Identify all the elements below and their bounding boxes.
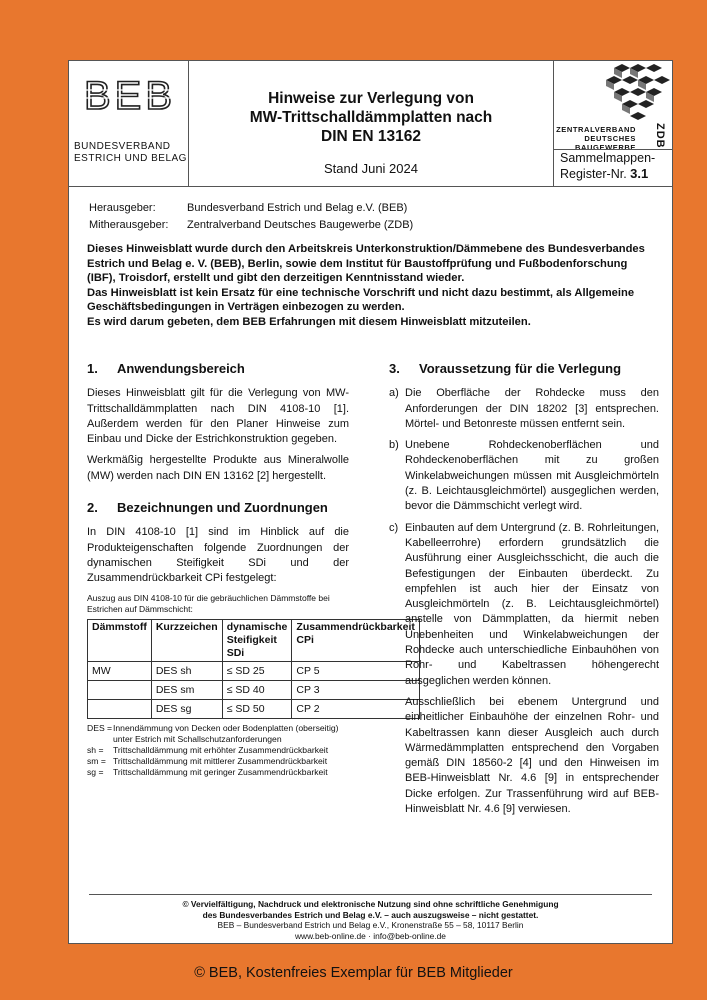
document-page: [68, 60, 673, 944]
zdb-block: [554, 61, 672, 186]
publisher-label: Herausgeber:: [89, 202, 156, 214]
table-header: Zusammendrückbarkeit CPi: [292, 619, 419, 661]
zdb-cube-logo-icon: [594, 64, 670, 120]
table-header: dynamische Steifigkeit SDi: [222, 619, 292, 661]
spec-table: [87, 619, 420, 719]
legend-item: sh = Trittschalldämmung mit erhöhter Zusammendrückbarkeit: [87, 744, 329, 755]
right-column: [389, 361, 659, 823]
title-block: [189, 61, 554, 186]
section-3-followup: Ausschließlich bei ebenem Untergrund und einheitlicher Einbauhöhe der einzelnen Rohr- und Kabeltrassen kann dieser Ausgleich auch durch Wärmedämmplatten entsprechend den Vorgaben gemäß DIN 18560-2 [4] und den Hinweisen im BEB-Hinweisblatt Nr. 4.6 [9] in entsprechender Dicke erfolgen. Zur Trassenführung wird auf BEB-Hinweisblatt Nr. 4.6 [9] verwiesen.: [405, 695, 659, 816]
list-item: a) Die Oberfläche der Rohdecke muss den Anforderungen der DIN 18202 [3] entsprechen. Mörtel- und Betonreste müssen entfernt sein.: [389, 387, 659, 430]
document-footer: © Vervielfältigung, Nachdruck und elektronische Nutzung sind ohne schriftliche Genehmigung des Bundesverbandes Estrich und Belag e.V. – auch auszugsweise – nicht gestattet. BEB – Bundesverband Estrich und Belag e.V., Kronenstraße 55 – 58, 10117 Berlin www.beb-online.de · info@beb-online.de: [182, 899, 559, 941]
beb-logo: [74, 75, 186, 115]
section-2-heading: 2. Bezeichnungen und Zuordnungen: [87, 500, 328, 516]
table-row: MW DES sh ≤ SD 25 CP 5: [88, 661, 420, 680]
register-number: Sammelmappen- Register-Nr. 3.1: [554, 149, 672, 182]
copublisher-value: Zentralverband Deutsches Baugewerbe (ZDB): [187, 219, 414, 231]
publishers: [87, 199, 415, 235]
section-1-heading: 1. Anwendungsbereich: [87, 361, 245, 376]
document-title: Hinweise zur Verlegung von MW-Trittschalldämmplatten nach DIN EN 13162: [249, 90, 493, 145]
list-item: c) Einbauten auf dem Untergrund (z. B. Rohrleitungen, Kabelleerrohre) erfordern grundsätzlich die Ausführung einer Ausgleichsschicht, die auch die Befestigungen der Einbauten überdeckt. Zu empfehlen ist auch hier der Einsatz von Ausgleichmörteln (z. B. Leichtausgleichmörtel) anstelle von Dämmplatten, da hiermit neben Unebenheiten und Winkelabweichungen der Rohdecke auch unterschiedliche Einbauhöhen von Rohr- und Kabeltrassen höhengerecht ausgeglichen werden können.: [389, 521, 659, 687]
section-1-paragraph: Werkmäßig hergestellte Produkte aus Mineralwolle (MW) werden nach DIN EN 13162 [2] hergestellt.: [87, 454, 349, 482]
table-header: Dämmstoff: [88, 619, 152, 661]
legend-item: sg = Trittschalldämmung mit geringer Zusammendrückbarkeit: [87, 766, 328, 777]
list-item: b) Unebene Rohdeckenoberflächen und Rohdeckenoberflächen mit zu großen Winkelabweichungen müssen mit Ausgleichmörteln (z. B. Leichtausgleichmörtel) ausgeglichen werden, bevor die Dämmschicht verlegt wird.: [389, 439, 659, 513]
table-header: Kurzzeichen: [151, 619, 222, 661]
zdb-abbr: ZDB: [654, 123, 666, 149]
document-date: Stand Juni 2024: [324, 161, 418, 176]
beb-org-name: BUNDESVERBAND ESTRICH UND BELAG: [74, 141, 187, 164]
legend-item: DES = Innendämmung von Decken oder Bodenplatten (oberseitig) unter Estrich mit Schallschutzanforderungen: [87, 722, 339, 744]
footer-divider: [89, 894, 652, 895]
section-3-heading: 3. Voraussetzung für die Verlegung: [389, 361, 622, 376]
svg-text:BEB: BEB: [83, 75, 177, 115]
intro-text: Dieses Hinweisblatt wurde durch den Arbeitskreis Unterkonstruktion/Dämmebene des Bundesverbandes Estrich und Belag e. V. (BEB), Berlin, sowie dem Institut für Baustoffprüfung und Fußbodenforschung (IBF), Troisdorf, erstellt und gibt den derzeitigen Kenntnisstand wieder. Das Hinweisblatt ist kein Ersatz für eine technische Vorschrift und nicht dazu bestimmt, als Allgemeine Geschäftsbedingungen in Verträgen einbezogen zu werden. Es wird darum gebeten, dem BEB Erfahrungen mit diesem Hinweisblatt mitzuteilen.: [87, 243, 645, 328]
table-legend: [87, 723, 349, 778]
left-column: [87, 361, 415, 778]
copublisher-label: Mitherausgeber:: [89, 219, 169, 231]
table-caption: Auszug aus DIN 4108-10 für die gebräuchlichen Dämmstoffe bei Estrichen auf Dämmschicht:: [87, 592, 330, 614]
table-row: DES sm ≤ SD 40 CP 3: [88, 680, 420, 699]
table-row: DES sg ≤ SD 50 CP 2: [88, 699, 420, 718]
beb-logo-block: [69, 61, 189, 186]
legend-item: sm = Trittschalldämmung mit mittlerer Zusammendrückbarkeit: [87, 755, 328, 766]
zdb-name: ZENTRALVERBAND DEUTSCHES BAUGEWERBE: [556, 125, 636, 152]
section-1-paragraph: Dieses Hinweisblatt gilt für die Verlegung von MW-Trittschalldämmplatten nach DIN 4108-10 [1]. Außerdem werden für den Planer Hinweise zum Einbau und Dicke der Estrichkonstruktion gegeben.: [87, 387, 349, 446]
publisher-value: Bundesverband Estrich und Belag e.V. (BEB): [187, 202, 408, 214]
section-2-paragraph: In DIN 4108-10 [1] sind im Hinblick auf die Produkteigenschaften folgende Zuordnungen der dynamischen Steifigkeit SDi und der Zusammendrückbarkeit CPi festgelegt:: [87, 526, 349, 585]
document-header: [69, 61, 672, 187]
member-copyright-notice: © BEB, Kostenfreies Exemplar für BEB Mitglieder: [194, 965, 513, 981]
